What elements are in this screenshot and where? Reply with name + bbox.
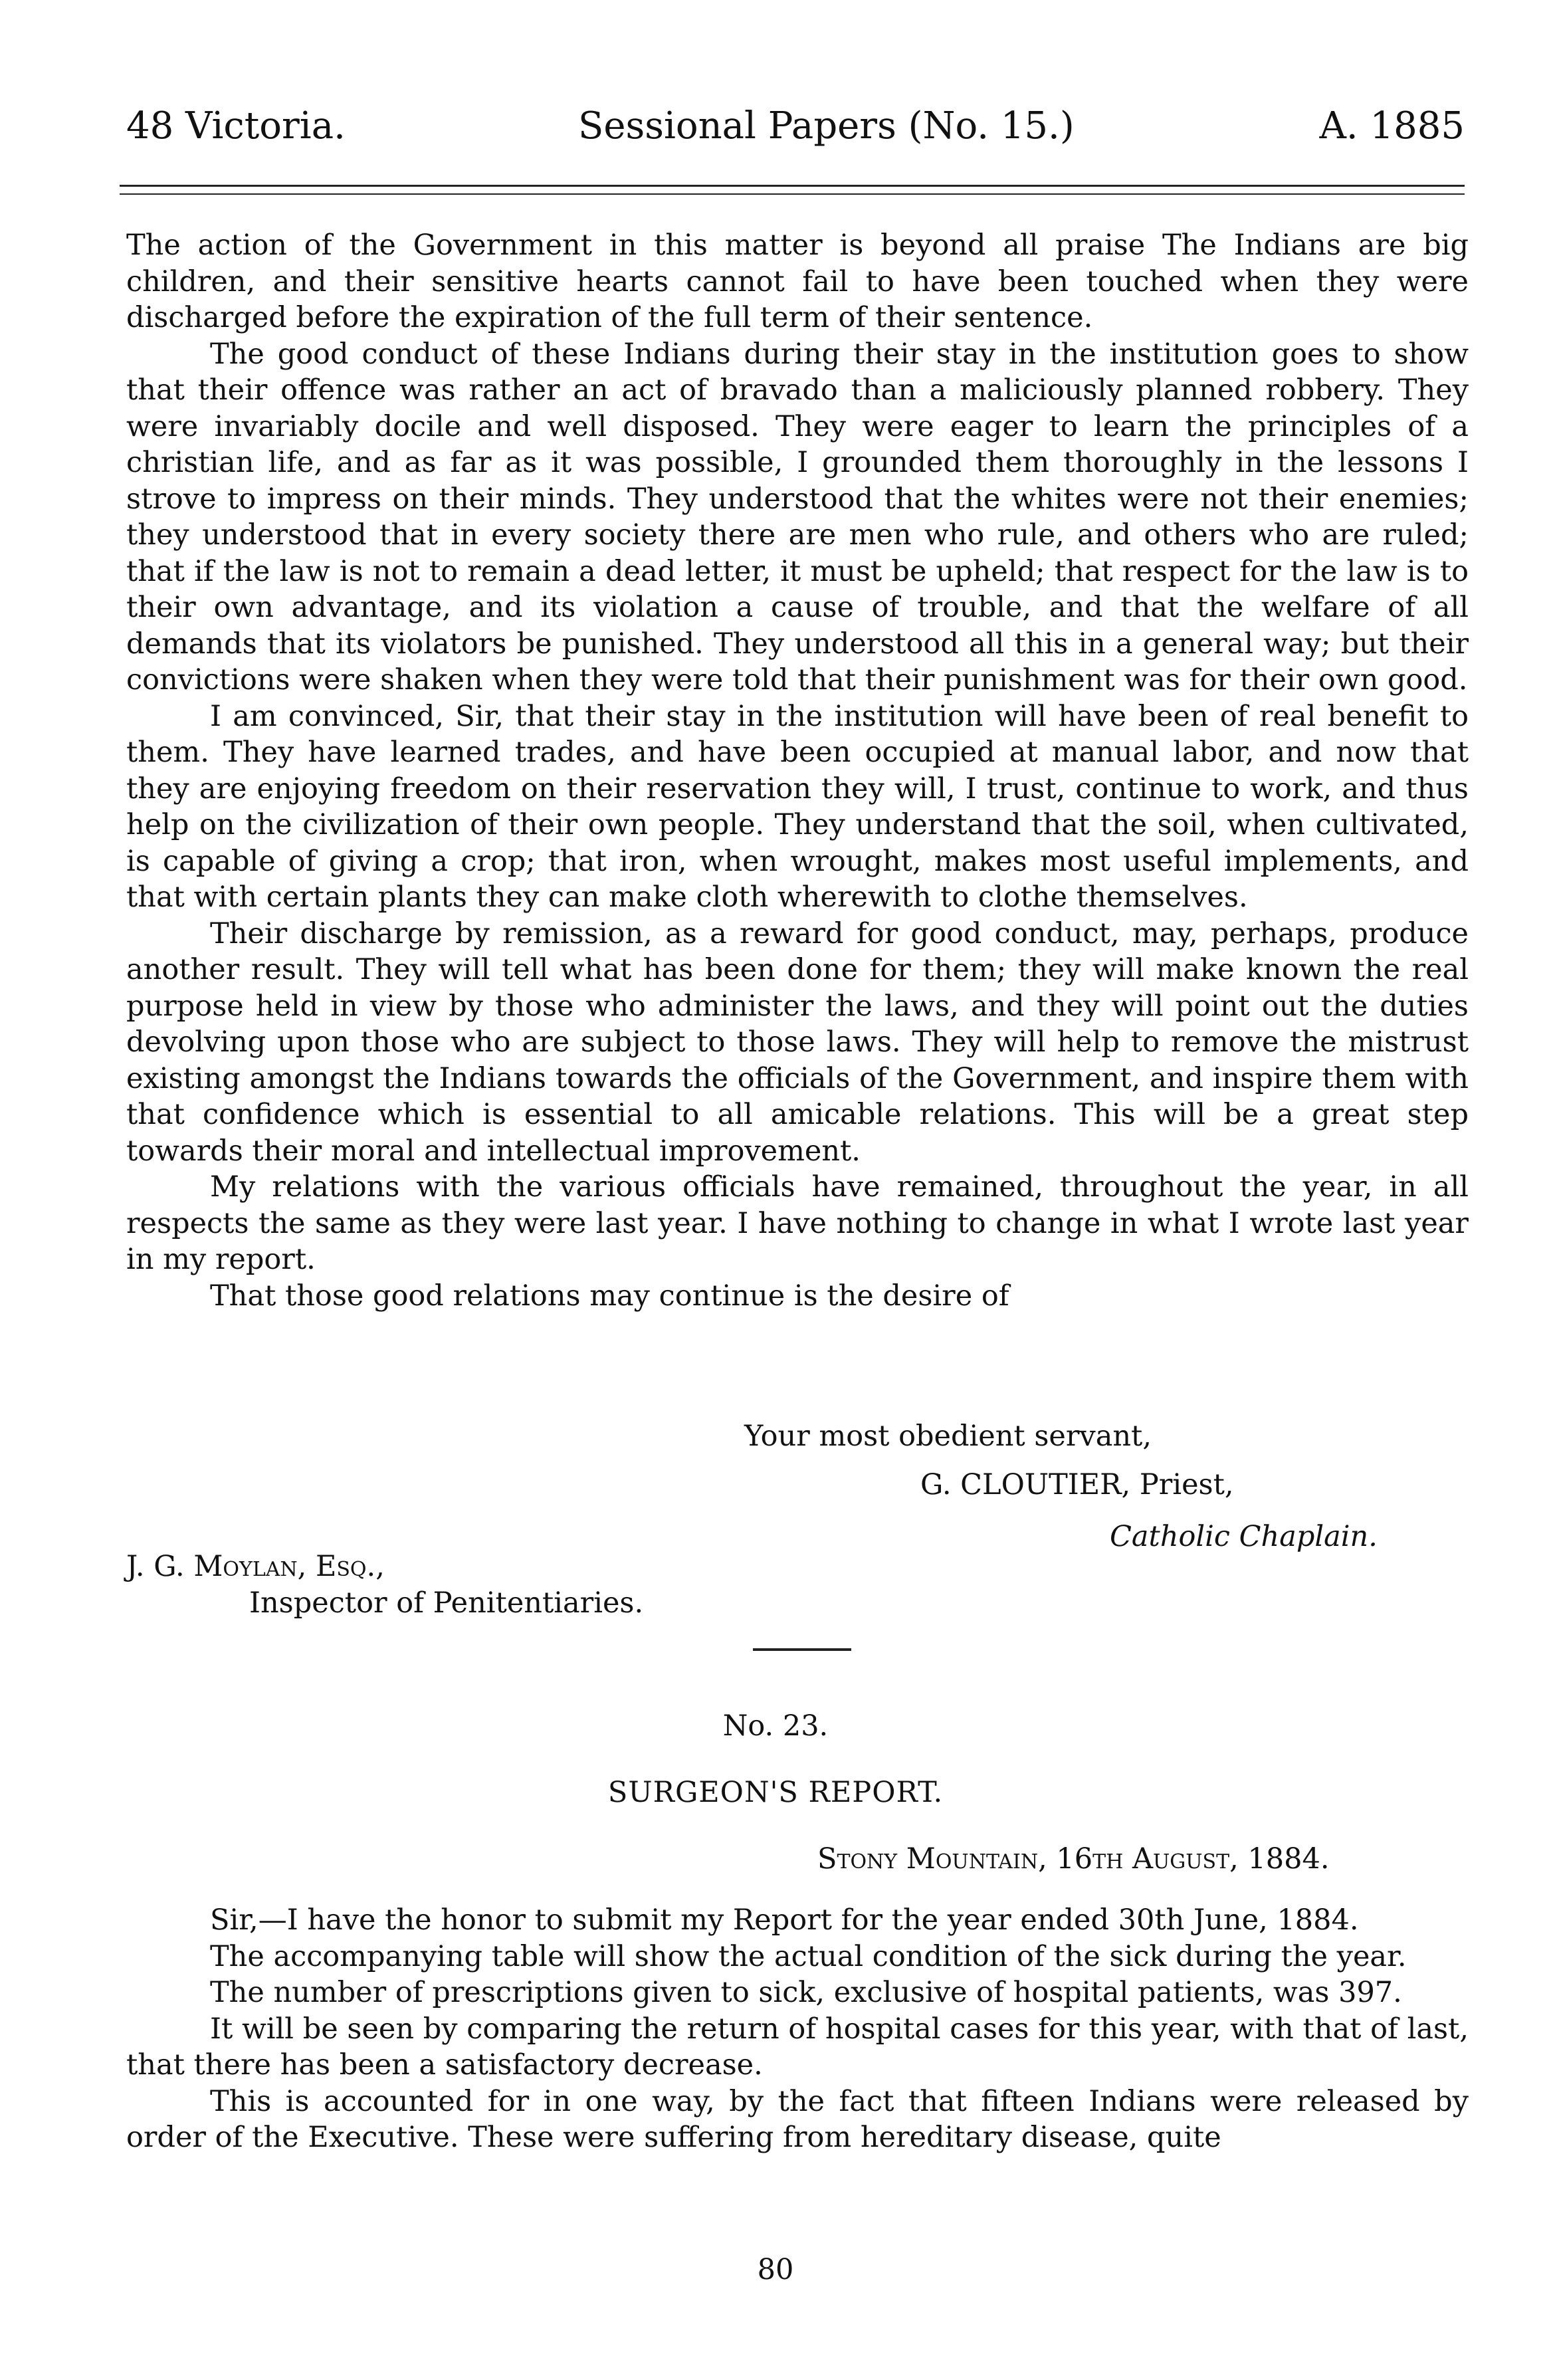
report-title: SURGEON'S REPORT. xyxy=(607,1776,944,1809)
signature-title: Catholic Chaplain. xyxy=(1110,1520,1378,1553)
report-dateline: Stony Mountain, 16th August, 1884. xyxy=(817,1842,1330,1876)
chaplain-letter-body xyxy=(126,227,1469,1314)
section-divider xyxy=(753,1648,851,1651)
letter-closing: Your most obedient servant, xyxy=(744,1420,1152,1453)
report-paragraph: Sir,—I have the honor to submit my Report for the year ended 30th June, 1884. xyxy=(210,1903,1359,1937)
report-paragraph: The accompanying table will show the actual condition of the sick during the year. xyxy=(210,1939,1407,1973)
letter-paragraph: My relations with the various officials have remained, throughout the year, in all respects the same as they were last year. I have nothing to change in what I wrote last year in my report. xyxy=(126,1170,1469,1276)
letter-signature: G. CLOUTIER, Priest, xyxy=(920,1468,1234,1501)
letter-paragraph: Their discharge by remission, as a reward for good conduct, may, perhaps, produce another result. They will tell what has been done for them; they will make known the real purpose held in view by those who administer the laws, and they will point out the duties devolving upon those who are subject to those laws. They will help to remove the mistrust existing amongst the Indians towards the officials of the Government, and inspire them with that confidence which is essential to all amicable relations. This will be a great step towards their moral and intellectual improvement. xyxy=(126,917,1469,1168)
report-number: No. 23. xyxy=(722,1709,829,1743)
addressee-name: J. G. Moylan, Esq., xyxy=(126,1550,385,1583)
addressee-role: Inspector of Penitentiaries. xyxy=(249,1586,644,1620)
header-volume: 48 Victoria. xyxy=(126,104,346,148)
page-header xyxy=(126,100,1465,153)
letter-paragraph: The action of the Government in this matter is beyond all praise The Indians are big children, and their sensitive hearts cannot fail to have been touched when they were discharged before the expiration of the full term of their sentence. xyxy=(126,229,1469,334)
header-year: A. 1885 xyxy=(1319,104,1465,148)
letter-paragraph: That those good relations may continue is the desire of xyxy=(210,1279,1009,1313)
letter-paragraph: I am convinced, Sir, that their stay in the institution will have been of real benefit to them. They have learned trades, and have been occupied at manual labor, and now that they are enjoying freedom on their reservation they will, I trust, continue to work, and thus help on the civilization of their own people. They understand that the soil, when cultivated, is capable of giving a crop; that iron, when wrought, makes most useful implements, and that with certain plants they can make cloth wherewith to clothe themselves. xyxy=(126,699,1469,914)
header-rule xyxy=(120,185,1465,195)
page-number: 80 xyxy=(757,2253,794,2286)
report-paragraph: The number of prescriptions given to sick, exclusive of hospital patients, was 397. xyxy=(210,1976,1402,2009)
letter-paragraph: The good conduct of these Indians during their stay in the institution goes to show that their offence was rather an act of bravado than a maliciously planned robbery. They were invariably docile and well disposed. They were eager to learn the principles of a christian life, and as far as it was possible, I grounded them thoroughly in the lessons I strove to impress on their minds. They understood that the whites were not their enemies; they understood that in every society there are men who rule, and others who are ruled; that if the law is not to remain a dead letter, it must be upheld; that respect for the law is to their own advantage, and its violation a cause of trouble, and that the welfare of all demands that its violators be punished. They understood all this in a general way; but their convictions were shaken when they were told that their punishment was for their own good. xyxy=(126,337,1469,697)
report-paragraph: It will be seen by comparing the return of hospital cases for this year, with that of last, that there has been a satisfactory decrease. xyxy=(126,2012,1469,2082)
header-title: Sessional Papers (No. 15.) xyxy=(578,104,1075,148)
surgeon-report-body xyxy=(126,1902,1469,2156)
report-paragraph: This is accounted for in one way, by the fact that fifteen Indians were released by order of the Executive. These were suffering from hereditary disease, quite xyxy=(126,2084,1469,2154)
